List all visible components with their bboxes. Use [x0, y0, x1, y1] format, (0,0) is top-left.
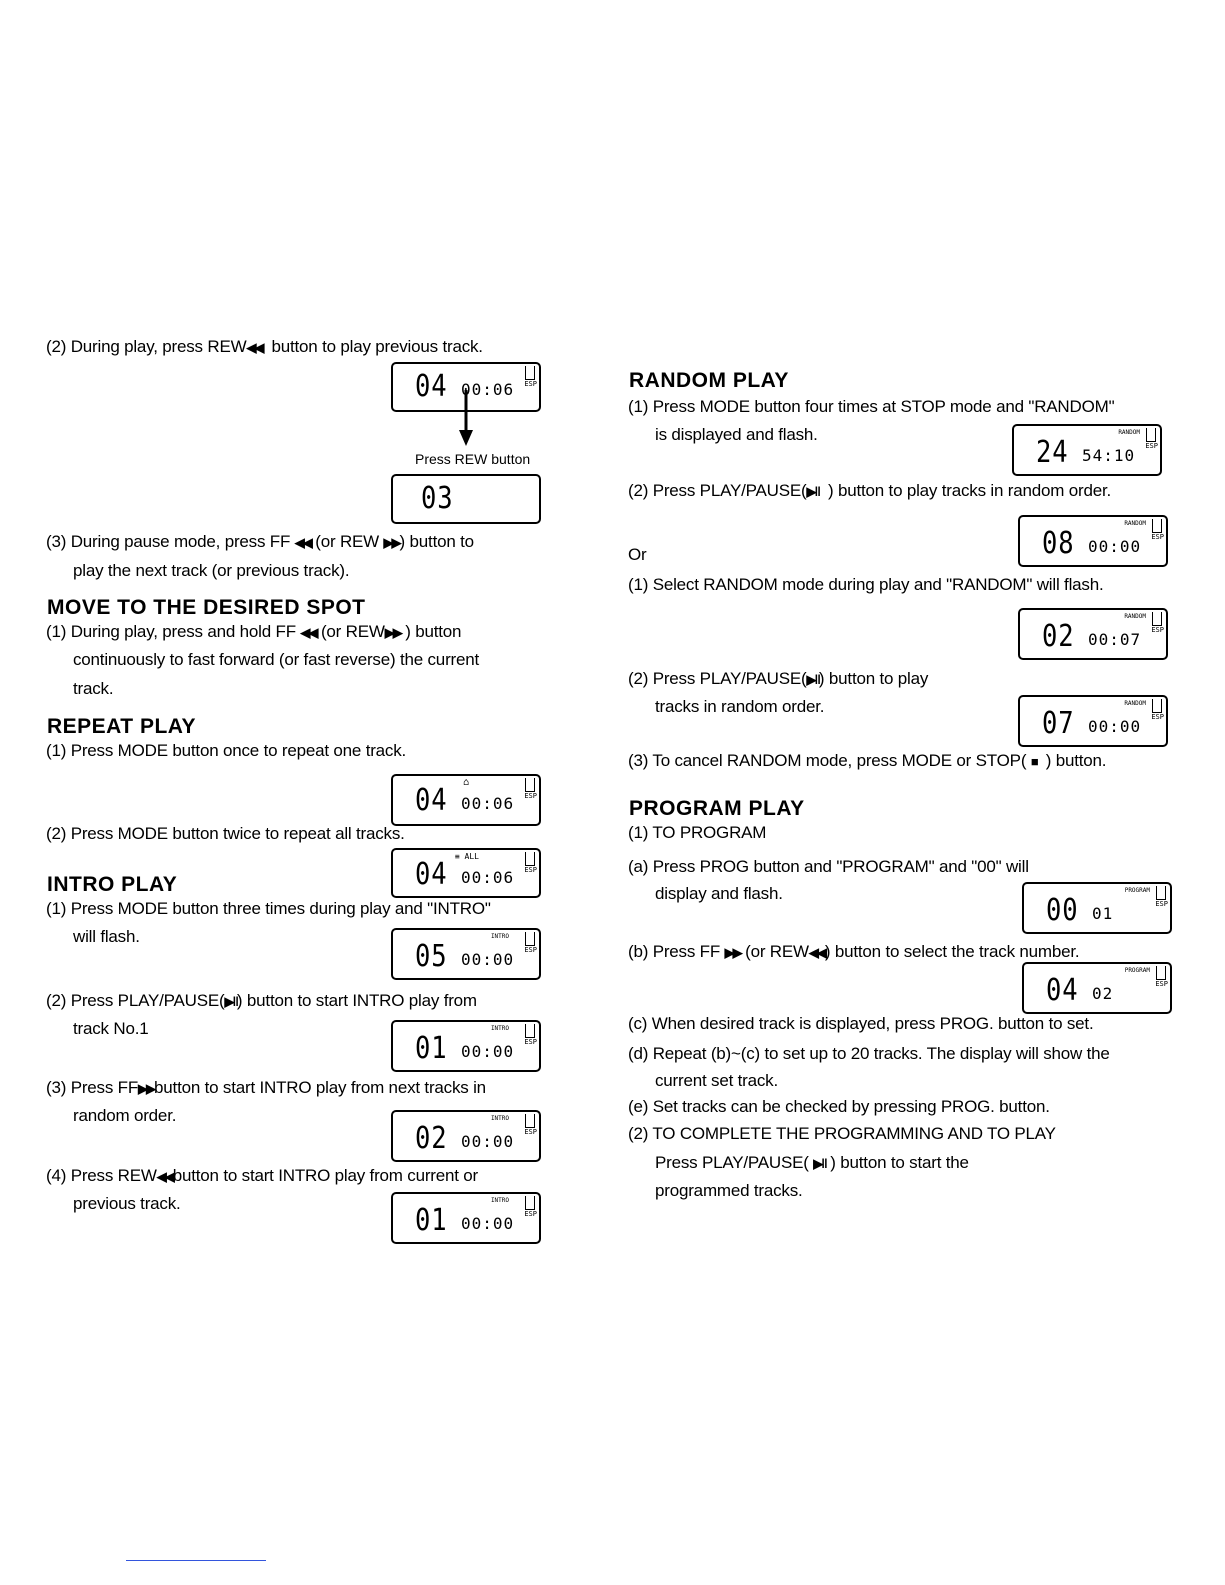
random-instruction-5: [628, 750, 1106, 773]
lcd-track: 04: [1046, 973, 1079, 1008]
play-pause-icon: ▶‖: [813, 1156, 826, 1171]
rew-icon: ◀◀: [156, 1169, 173, 1184]
program-step-a: (a) Press PROG button and "PROGRAM" and "00" will: [628, 857, 1029, 876]
press-rew-caption: Press REW button: [415, 451, 531, 467]
random-instruction-1: (1) Press MODE button four times at STOP mode and "RANDOM": [628, 397, 1115, 416]
program-step-e: (e) Set tracks can be checked by pressing PROG. button.: [628, 1097, 1050, 1116]
lcd-time: 00:06: [461, 380, 515, 399]
program-b-text-b: (or REW: [745, 942, 809, 961]
lcd-track: 07: [1042, 706, 1075, 741]
lcd-track: 01: [415, 1203, 448, 1238]
battery-icon: [525, 366, 535, 380]
rew-instruction-b: button to play previous track.: [271, 337, 483, 356]
lcd-track: 05: [415, 939, 448, 974]
lcd-time: 00:07: [1088, 630, 1142, 649]
lcd-indicator: RANDOM: [1124, 520, 1146, 527]
lcd-track: 00: [1046, 893, 1079, 928]
intro-instruction-2c: track No.1: [73, 1019, 149, 1038]
random-2-text-a: (2) Press PLAY/PAUSE(: [628, 481, 807, 500]
lcd-indicator: ≡ ALL: [454, 852, 479, 861]
lcd-indicator: PROGRAM: [1124, 887, 1150, 894]
lcd-indicator: RANDOM: [1124, 613, 1146, 620]
lcd-side-indicator: ESP: [1151, 626, 1164, 634]
intro-instruction-1b: will flash.: [73, 927, 140, 946]
lcd-display-program-track: [1022, 962, 1172, 1014]
ff-text-a: (3) During pause mode, press FF: [46, 532, 291, 551]
program-2b-text-a: Press PLAY/PAUSE(: [655, 1153, 809, 1172]
random-5-text-b: ) button.: [1045, 751, 1107, 770]
random-heading: RANDOM PLAY: [629, 369, 789, 392]
lcd-side-indicator: ESP: [524, 866, 537, 874]
footer-rule: [126, 1560, 266, 1561]
lcd-track: 02: [415, 1121, 448, 1156]
move-heading: MOVE TO THE DESIRED SPOT: [47, 596, 366, 619]
lcd-side-indicator: ESP: [1145, 442, 1158, 450]
lcd-display-random-order: [1018, 695, 1168, 747]
lcd-indicator: INTRO: [490, 1025, 509, 1032]
intro-4-text-a: (4) Press REW: [46, 1166, 157, 1185]
intro-heading: INTRO PLAY: [47, 873, 178, 896]
ff-icon: ◀◀: [294, 535, 311, 550]
program-b-text-c: ) button to select the track number.: [824, 942, 1080, 961]
ff-instruction-line1: [46, 531, 474, 554]
lcd-track: 03: [421, 481, 454, 516]
program-step-d: (d) Repeat (b)~(c) to set up to 20 tracks. The display will show the: [628, 1044, 1110, 1063]
intro-2-text-a: (2) Press PLAY/PAUSE(: [46, 991, 225, 1010]
lcd-track: 04: [415, 857, 448, 892]
random-instruction-4c: tracks in random order.: [655, 697, 825, 716]
program-b-text-a: (b) Press FF: [628, 942, 721, 961]
battery-icon: [525, 1114, 535, 1128]
lcd-side-indicator: ESP: [1155, 900, 1168, 908]
lcd-time: 00:00: [461, 1132, 515, 1151]
random-2-text-b: ) button to play tracks in random order.: [827, 481, 1112, 500]
move-instruction-line1: [46, 621, 461, 644]
rew-icon: ◀◀: [808, 945, 825, 960]
lcd-time: 00:00: [1088, 717, 1142, 736]
random-instruction-3: (1) Select RANDOM mode during play and "RANDOM" will flash.: [628, 575, 1104, 594]
lcd-side-indicator: ESP: [1155, 980, 1168, 988]
lcd-time: 54:10: [1082, 446, 1136, 465]
lcd-track: 08: [1042, 526, 1075, 561]
lcd-indicator: RANDOM: [1118, 429, 1140, 436]
lcd-display-program-start: [1022, 882, 1172, 934]
lcd-side-indicator: ESP: [524, 792, 537, 800]
lcd-display-intro-next: [391, 1110, 541, 1162]
move-instruction-line3: track.: [73, 679, 114, 698]
lcd-side-indicator: ESP: [524, 1128, 537, 1136]
program-step-d2: current set track.: [655, 1071, 778, 1090]
play-pause-icon: ▶‖: [806, 484, 819, 499]
program-step-2c: programmed tracks.: [655, 1181, 803, 1200]
rew-instruction: [46, 336, 483, 359]
move-text-a: (1) During play, press and hold FF: [46, 622, 296, 641]
lcd-time: 02: [1092, 984, 1114, 1003]
lcd-time: 00:00: [1088, 537, 1142, 556]
program-step-2b: [655, 1152, 969, 1175]
lcd-side-indicator: ESP: [1151, 533, 1164, 541]
program-step-1: (1) TO PROGRAM: [628, 823, 767, 842]
lcd-display-repeat-one: [391, 774, 541, 826]
program-step-b: [628, 941, 1079, 964]
lcd-side-indicator: ESP: [524, 946, 537, 954]
battery-icon: [1156, 886, 1166, 900]
play-pause-icon: ▶‖: [806, 672, 819, 687]
battery-icon: [525, 778, 535, 792]
battery-icon: [1152, 612, 1162, 626]
intro-instruction-4c: previous track.: [73, 1194, 181, 1213]
ff-icon: ▶▶: [724, 945, 741, 960]
ff-instruction-line2: play the next track (or previous track).: [73, 561, 350, 580]
lcd-display-rew-after: [391, 474, 541, 524]
rew-instruction-a: (2) During play, press REW: [46, 337, 247, 356]
rew-icon: ▶▶: [383, 535, 400, 550]
lcd-indicator: RANDOM: [1124, 700, 1146, 707]
ff-icon: ▶▶: [138, 1081, 155, 1096]
battery-icon: [1156, 966, 1166, 980]
intro-instruction-1: (1) Press MODE button three times during play and "INTRO": [46, 899, 491, 918]
move-text-b: (or REW: [320, 622, 385, 641]
lcd-side-indicator: ESP: [524, 380, 537, 388]
lcd-display-intro-flash: [391, 928, 541, 980]
random-instruction-4: [628, 668, 928, 691]
intro-3-text-b: button to start INTRO play from next tracks in: [154, 1078, 486, 1097]
lcd-track: 24: [1036, 435, 1069, 470]
ff-icon: ◀◀: [300, 625, 317, 640]
lcd-time: 00:00: [461, 950, 515, 969]
intro-4-text-b: button to start INTRO play from current or: [172, 1166, 479, 1185]
intro-instruction-3: [46, 1077, 486, 1100]
lcd-track: 01: [415, 1031, 448, 1066]
random-4-text-b: ) button to play: [818, 669, 929, 688]
intro-instruction-4: [46, 1165, 478, 1188]
repeat-instruction-2: (2) Press MODE button twice to repeat all tracks.: [46, 824, 405, 843]
lcd-indicator: PROGRAM: [1124, 967, 1150, 974]
random-4-text-a: (2) Press PLAY/PAUSE(: [628, 669, 807, 688]
intro-2-text-b: ) button to start INTRO play from: [236, 991, 477, 1010]
lcd-track: 04: [415, 369, 448, 404]
repeat-instruction-1: (1) Press MODE button once to repeat one track.: [46, 741, 407, 760]
ff-text-b: (or REW: [315, 532, 380, 551]
lcd-track: 04: [415, 783, 448, 818]
battery-icon: [1152, 699, 1162, 713]
intro-instruction-3c: random order.: [73, 1106, 177, 1125]
program-step-2: (2) TO COMPLETE THE PROGRAMMING AND TO PLAY: [628, 1124, 1056, 1143]
lcd-display-intro-prev: [391, 1192, 541, 1244]
intro-3-text-a: (3) Press FF: [46, 1078, 139, 1097]
battery-icon: [1152, 519, 1162, 533]
lcd-time: 00:00: [461, 1042, 515, 1061]
stop-icon: ■: [1030, 754, 1037, 769]
random-instruction-1b: is displayed and flash.: [655, 425, 818, 444]
program-step-a2: display and flash.: [655, 884, 783, 903]
repeat-heading: REPEAT PLAY: [47, 715, 197, 738]
battery-icon: [525, 852, 535, 866]
lcd-display-random-stop: [1012, 424, 1162, 476]
move-text-c: ) button: [405, 622, 462, 641]
lcd-side-indicator: ESP: [1151, 713, 1164, 721]
lcd-display-repeat-all: [391, 848, 541, 898]
or-label: Or: [628, 545, 647, 564]
lcd-indicator: INTRO: [490, 1197, 509, 1204]
play-pause-icon: ▶‖: [224, 994, 237, 1009]
battery-icon: [525, 1024, 535, 1038]
battery-icon: [1146, 428, 1156, 442]
program-heading: PROGRAM PLAY: [629, 797, 805, 820]
rew-icon: ▶▶: [384, 625, 401, 640]
lcd-side-indicator: ESP: [524, 1038, 537, 1046]
lcd-time: 00:06: [461, 868, 515, 887]
move-instruction-line2: continuously to fast forward (or fast reverse) the current: [73, 650, 480, 669]
lcd-indicator: ⌂: [462, 777, 469, 788]
battery-icon: [525, 932, 535, 946]
lcd-display-intro-track1: [391, 1020, 541, 1072]
program-step-c: (c) When desired track is displayed, press PROG. button to set.: [628, 1014, 1094, 1033]
random-instruction-2: [628, 480, 1111, 503]
rew-icon: ◀◀: [246, 340, 263, 355]
lcd-display-random-play: [1018, 515, 1168, 567]
battery-icon: [525, 1196, 535, 1210]
down-arrow-icon: [459, 390, 473, 446]
lcd-time: 01: [1092, 904, 1114, 923]
program-2b-text-b: ) button to start the: [830, 1153, 969, 1172]
lcd-time: 00:00: [461, 1214, 515, 1233]
lcd-side-indicator: ESP: [524, 1210, 537, 1218]
intro-instruction-2: [46, 990, 477, 1013]
lcd-time: 00:06: [461, 794, 515, 813]
lcd-display-random-during-play: [1018, 608, 1168, 660]
lcd-track: 02: [1042, 619, 1075, 654]
ff-text-c: ) button to: [399, 532, 474, 551]
lcd-indicator: INTRO: [490, 933, 509, 940]
lcd-indicator: INTRO: [490, 1115, 509, 1122]
random-5-text-a: (3) To cancel RANDOM mode, press MODE or STOP(: [628, 751, 1027, 770]
